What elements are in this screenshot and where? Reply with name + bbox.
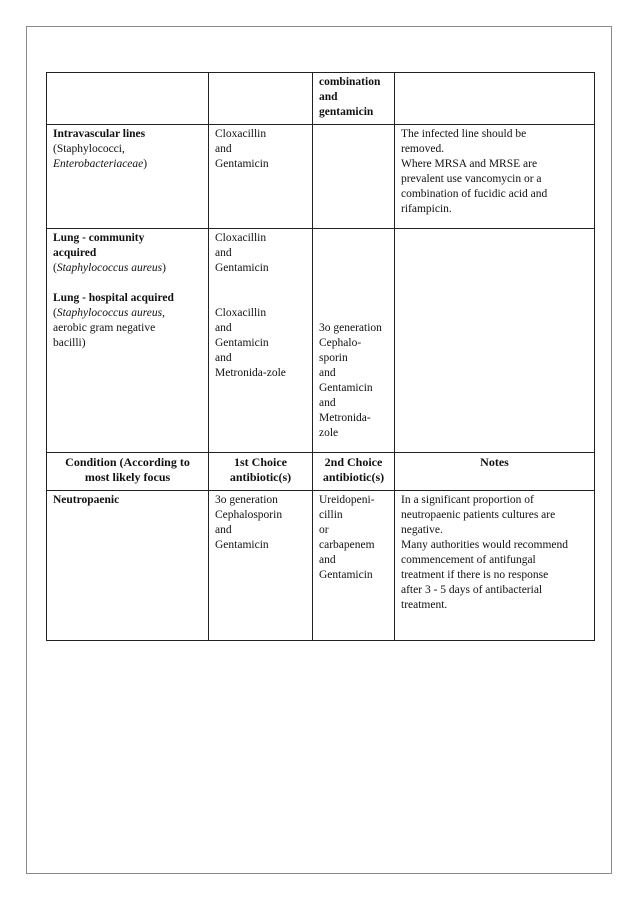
cell-notes	[395, 229, 595, 453]
cell-first-choice: Cloxacillin and Gentamicin	[209, 125, 313, 229]
table-row	[47, 73, 595, 125]
cell-notes	[395, 73, 595, 125]
cell-second-choice: Ureidopeni- cillin or carbapenem and Gentamicin	[313, 491, 395, 641]
antibiotic-table	[46, 72, 595, 641]
header-first-choice: 1st Choice antibiotic(s)	[209, 453, 313, 491]
cell-condition: Neutropaenic	[47, 491, 209, 641]
cell-notes: The infected line should be removed. Where MRSA and MRSE are prevalent use vancomycin or a combination of fucidic acid and rifampicin.	[395, 125, 595, 229]
cell-first-choice	[209, 73, 313, 125]
cell-condition: Lung - community acquired (Staphylococcus aureus) Lung - hospital acquired (Staphylococcus aureus, aerobic gram negative bacilli)	[47, 229, 209, 453]
header-condition: Condition (According to most likely focus	[47, 453, 209, 491]
header-notes: Notes	[395, 453, 595, 491]
cell-second-choice: 3o generation Cephalo- sporin and Gentamicin and Metronida- zole	[313, 229, 395, 453]
cell-first-choice: 3o generation Cephalosporin and Gentamicin	[209, 491, 313, 641]
header-second-choice: 2nd Choice antibiotic(s)	[313, 453, 395, 491]
cell-first-choice: Cloxacillin and Gentamicin Cloxacillin and Gentamicin and Metronida-zole	[209, 229, 313, 453]
cell-second-choice	[313, 125, 395, 229]
cell-notes: In a significant proportion of neutropaenic patients cultures are negative. Many authorities would recommend commencement of antifungal treatment if there is no response after 3 - 5 days of antibacterial treatment.	[395, 491, 595, 641]
table-row	[47, 229, 595, 453]
cell-condition	[47, 73, 209, 125]
cell-condition: Intravascular lines (Staphylococci, Enterobacteriaceae)	[47, 125, 209, 229]
table-row	[47, 491, 595, 641]
cell-second-choice: combination and gentamicin	[313, 73, 395, 125]
document-page	[26, 26, 612, 874]
table-header-row	[47, 453, 595, 491]
table-row	[47, 125, 595, 229]
